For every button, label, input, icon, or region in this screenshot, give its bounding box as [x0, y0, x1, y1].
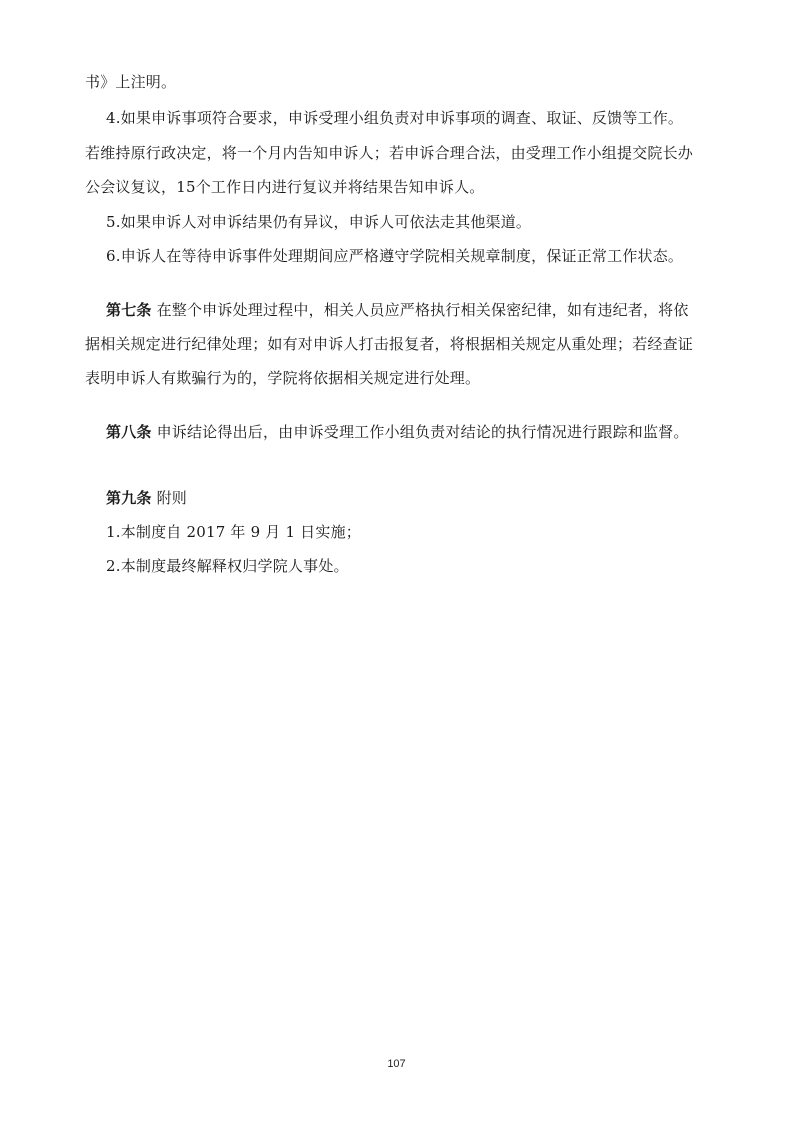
text-line-item-4-cont-1: 若维持原行政决定，将一个月内告知申诉人；若申诉合理合法，由受理工作小组提交院长办	[85, 144, 694, 162]
article-8-line-1	[106, 422, 689, 442]
article-8-text-1: 申诉结论得出后，由申诉受理工作小组负责对结论的执行情况进行跟踪和监督。	[156, 423, 689, 441]
text-line-continuation: 书》上注明。	[85, 73, 177, 91]
page-number: 107	[387, 1058, 406, 1070]
article-7-line-2: 据相关规定进行纪律处理；如有对申诉人打击报复者，将根据相关规定从重处理；若经查证	[85, 335, 694, 353]
article-8-heading: 第八条	[106, 423, 152, 441]
article-7-text-1: 在整个申诉处理过程中，相关人员应严格执行相关保密纪律，如有违纪者，将依	[156, 301, 689, 319]
text-line-item-4: 4.如果申诉事项符合要求，申诉受理小组负责对申诉事项的调查、取证、反馈等工作。	[106, 109, 684, 127]
article-7-heading: 第七条	[106, 301, 152, 319]
text-line-item-5: 5.如果申诉人对申诉结果仍有异议，申诉人可依法走其他渠道。	[106, 213, 532, 231]
text-line-item-6: 6.申诉人在等待申诉事件处理期间应严格遵守学院相关规章制度，保证正常工作状态。	[106, 247, 684, 265]
article-7-line-1	[106, 300, 689, 320]
article-9-heading: 第九条	[106, 489, 152, 507]
article-9-item-1: 1.本制度自 2017 年 9 月 1 日实施；	[106, 523, 361, 541]
article-9-item-2: 2.本制度最终解释权归学院人事处。	[106, 557, 349, 575]
article-9-line-1	[106, 488, 187, 508]
text-line-item-4-cont-2: 公会议复议，15个工作日内进行复议并将结果告知申诉人。	[85, 178, 485, 196]
article-9-title: 附则	[156, 489, 187, 507]
article-7-line-3: 表明申诉人有欺骗行为的，学院将依据相关规定进行处理。	[85, 369, 481, 387]
